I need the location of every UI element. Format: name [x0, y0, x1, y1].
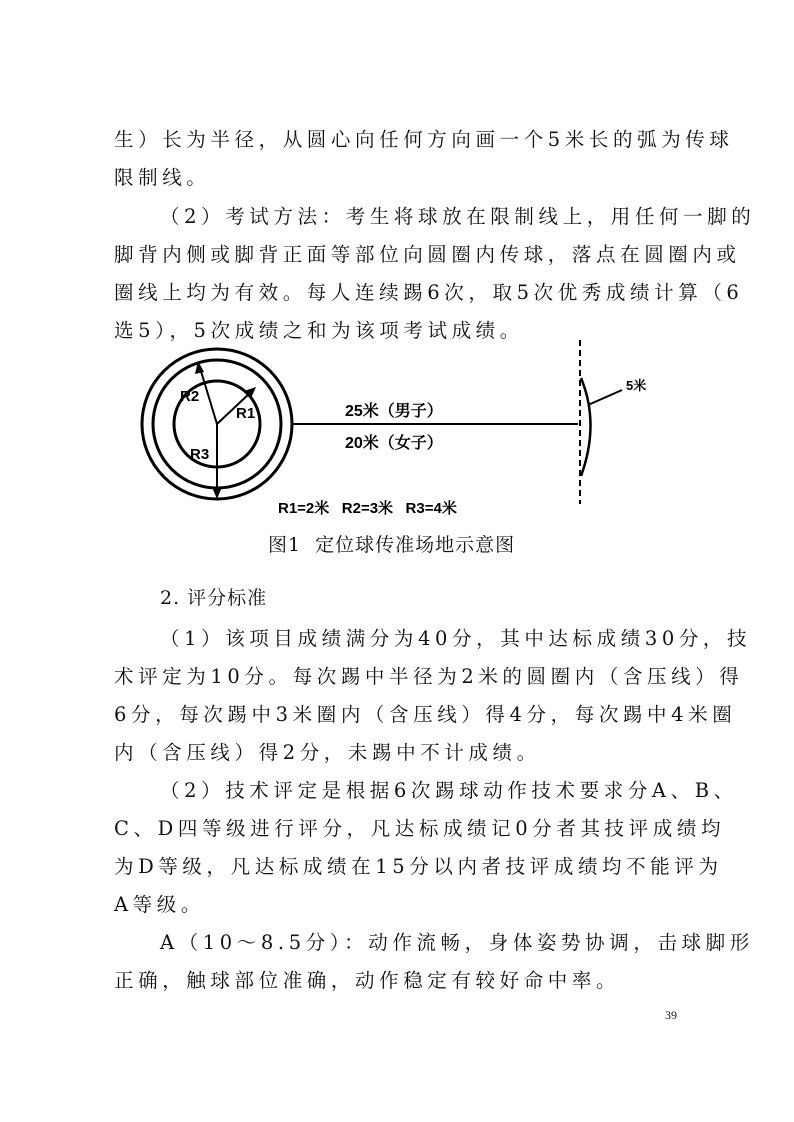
- text-line: 内（含压线）得2分，未踢中不计成绩。: [114, 741, 541, 764]
- text-line: （2）考试方法：考生将球放在限制线上，用任何一脚的: [160, 205, 756, 228]
- page-number: 39: [665, 1008, 677, 1022]
- text-line: 生）长为半径，从圆心向任何方向画一个5米长的弧为传球: [114, 128, 734, 151]
- text-line: A（10～8.5分）：动作流畅，身体姿势协调，击球脚形: [160, 931, 754, 954]
- arc-length-label: 5米: [626, 378, 647, 393]
- distance-female-label: 20米（女子）: [345, 435, 443, 452]
- text-line: 术评定为10分。每次踢中半径为2米的圆圈内（含压线）得: [114, 665, 744, 688]
- distance-male-label: 25米（男子）: [345, 403, 443, 420]
- text-line: 选5），5次成绩之和为该项考试成绩。: [114, 319, 524, 342]
- figure-caption: [268, 530, 515, 557]
- text-line: 限制线。: [114, 166, 211, 189]
- text-line: 6分，每次踢中3米圈内（含压线）得4分，每次踢中4米圈: [114, 703, 737, 726]
- text-line: 正确，触球部位准确，动作稳定有较好命中率。: [114, 969, 621, 992]
- text-line: 圈线上均为有效。每人连续踢6次，取5次优秀成绩计算（6: [114, 281, 744, 304]
- text-line: 脚背内侧或脚背正面等部位向圆圈内传球，落点在圆圈内或: [114, 243, 741, 266]
- figure-number: 图1: [268, 534, 302, 556]
- text-line: （1）该项目成绩满分为40分，其中达标成绩30分，技: [160, 627, 752, 650]
- pass-limit-arc: [581, 378, 591, 476]
- section-heading: 2. 评分标准: [160, 587, 268, 609]
- r3-label: R3: [190, 446, 210, 463]
- field-diagram: [0, 0, 794, 560]
- radii-legend: R1=2米 R2=3米 R3=4米: [278, 500, 457, 517]
- r3-arrow-head: [212, 487, 222, 499]
- text-line: 为D等级，凡达标成绩在15分以内者技评成绩均不能评为: [114, 855, 723, 878]
- r2-radius-line: [200, 368, 217, 424]
- figure-title: 定位球传准场地示意图: [315, 534, 516, 556]
- arc-pointer-line: [588, 390, 622, 405]
- text-line: A等级。: [114, 893, 205, 916]
- r2-label: R2: [180, 388, 200, 405]
- r1-label: R1: [236, 405, 256, 422]
- text-line: C、D四等级进行评分，凡达标成绩记0分者其技评成绩均: [114, 817, 726, 840]
- text-line: （2）技术评定是根据6次踢球动作技术要求分A、B、: [160, 779, 738, 802]
